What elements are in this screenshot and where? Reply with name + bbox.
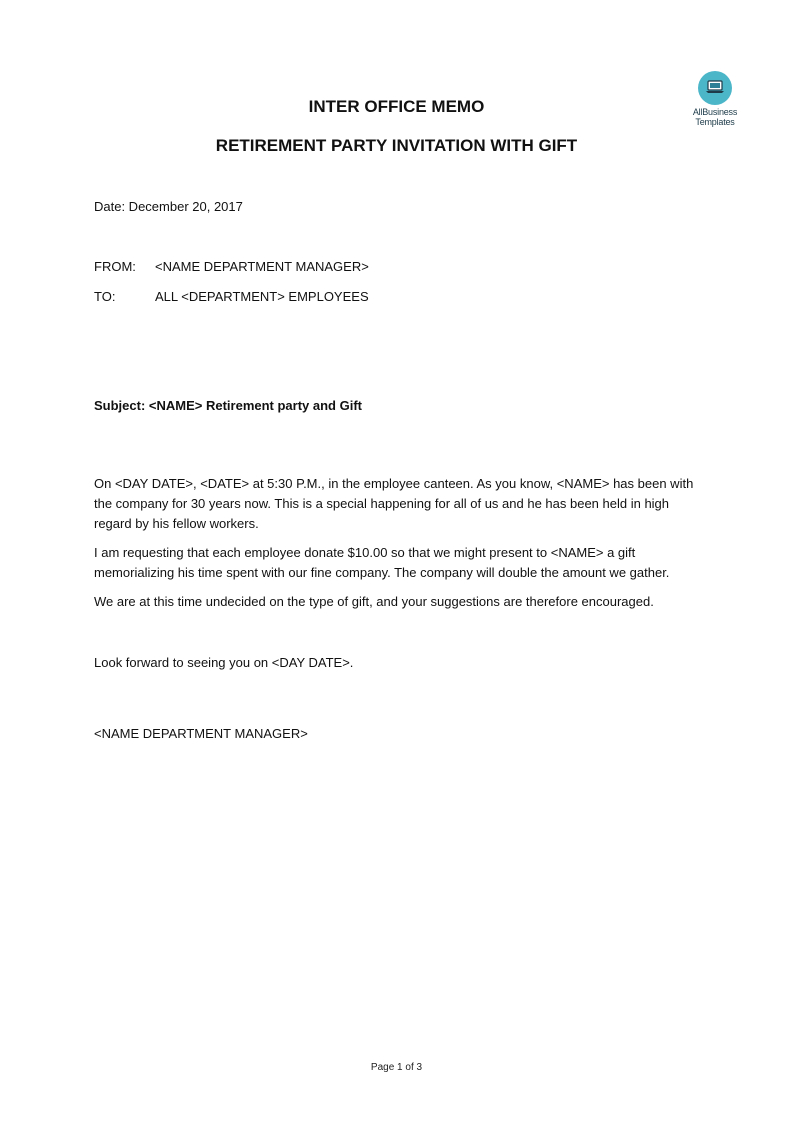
from-label: FROM:: [94, 259, 136, 274]
to-label: TO:: [94, 289, 116, 304]
signature: <NAME DEPARTMENT MANAGER>: [94, 726, 308, 741]
closing-line: Look forward to seeing you on <DAY DATE>.: [94, 655, 354, 670]
memo-title: INTER OFFICE MEMO: [308, 97, 485, 116]
logo-text-line1: AllBusiness: [692, 107, 738, 117]
memo-date: Date: December 20, 2017: [94, 199, 243, 214]
memo-subtitle: RETIREMENT PARTY INVITATION WITH GIFT: [215, 136, 578, 155]
memo-from-row: [94, 259, 369, 274]
page-number: Page 1 of 3: [370, 1062, 423, 1073]
to-value: ALL <DEPARTMENT> EMPLOYEES: [155, 289, 369, 304]
body-paragraph-3: We are at this time undecided on the type of gift, and your suggestions are therefore encouraged.: [94, 594, 654, 609]
logo-text-line2: Templates: [695, 117, 735, 127]
body-paragraph-2: I am requesting that each employee donate $10.00 so that we might present to <NAME> a gift memorializing his time spent with our fine company. The company will double the amount we gather.: [94, 545, 670, 580]
body-paragraph-1: On <DAY DATE>, <DATE> at 5:30 P.M., in the employee canteen. As you know, <NAME> has been with the company for 30 years now. This is a special happening for all of us and he has been held in high regard by his fellow workers.: [94, 476, 694, 531]
memo-subject: Subject: <NAME> Retirement party and Gift: [94, 398, 362, 413]
from-value: <NAME DEPARTMENT MANAGER>: [155, 259, 369, 274]
memo-to-row: [94, 289, 369, 304]
